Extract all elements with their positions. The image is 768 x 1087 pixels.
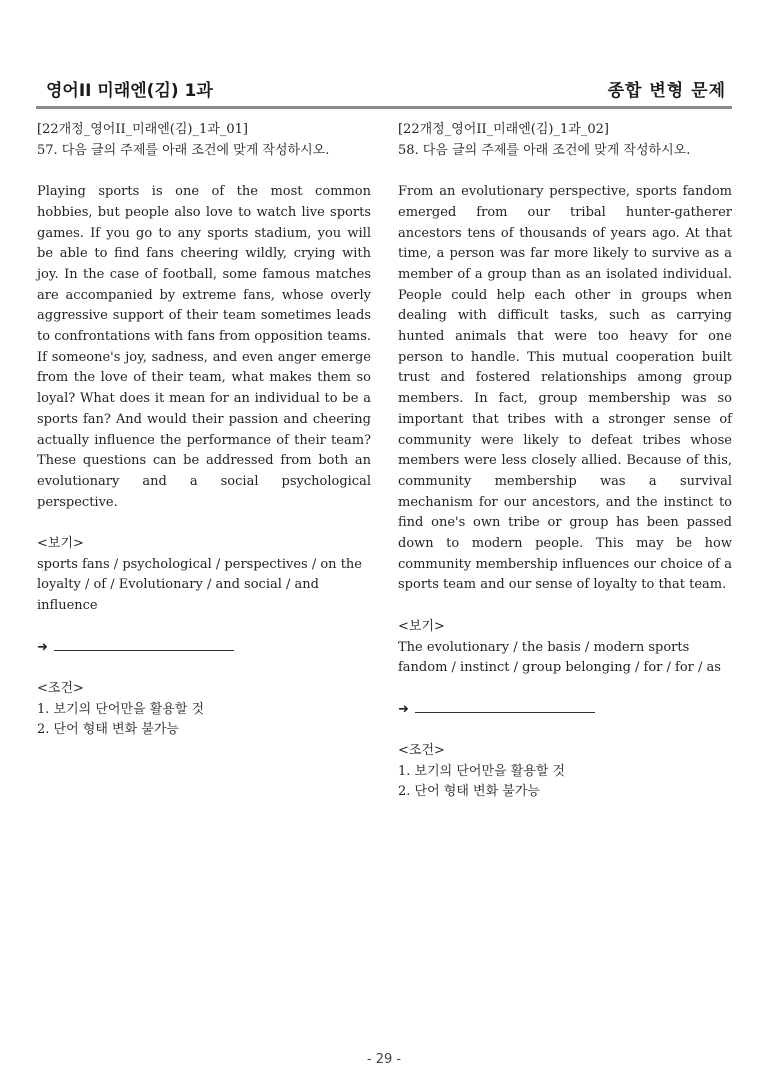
question-code: [22개정_영어II_미래엔(김)_1과_01]: [37, 122, 248, 137]
question-57: [37, 120, 371, 741]
condition-2: 2. 단어 형태 변화 불가능: [37, 722, 179, 738]
header-title: 영어II 미래엔(김) 1과: [46, 81, 213, 101]
question-58: [398, 120, 732, 803]
bogi-words: The evolutionary / the basis / modern sports fandom / instinct / group belonging / for / for / as: [398, 639, 721, 676]
condition-label: <조건>: [398, 743, 445, 759]
answer-blank[interactable]: [54, 640, 234, 651]
bogi-label: <보기>: [37, 536, 84, 552]
condition-1: 1. 보기의 단어만을 활용할 것: [37, 701, 205, 717]
answer-line: [37, 638, 371, 659]
answer-line: [398, 700, 732, 721]
page-number: - 29 -: [366, 1052, 402, 1067]
condition-2: 2. 단어 형태 변화 불가능: [398, 784, 540, 800]
question-prompt: 58. 다음 글의 주제를 아래 조건에 맞게 작성하시오.: [398, 142, 691, 158]
passage-text: Playing sports is one of the most common hobbies, but people also love to watch live sports games. If you go to any sports stadium, you will be able to find fans cheering wildly, crying with joy. In the case of football, some famous matches are accompanied by extreme fans, whose overly aggressive support of their team sometimes leads to confrontations with fans from opposition teams. If someone's joy, sadness, and even anger emerge from the love of their team, what makes them so loyal? What does it mean for an individual to be a sports fan? And would their passion and cheering actually influence the performance of their team? These questions can be addressed from both an evolutionary and a social psychological perspective.: [37, 184, 371, 510]
condition-label: <조건>: [37, 680, 84, 696]
arrow-icon: ➜: [37, 639, 48, 655]
header-section: 종합 변형 문제: [607, 81, 726, 101]
question-prompt: 57. 다음 글의 주제를 아래 조건에 맞게 작성하시오.: [37, 142, 330, 158]
question-code: [22개정_영어II_미래엔(김)_1과_02]: [398, 122, 609, 137]
bogi-words: sports fans / psychological / perspectives / on the loyalty / of / Evolutionary / and social / and influence: [37, 556, 362, 614]
page-header: [36, 68, 732, 109]
arrow-icon: ➜: [398, 701, 409, 717]
answer-blank[interactable]: [415, 702, 595, 713]
condition-1: 1. 보기의 단어만을 활용할 것: [398, 763, 566, 779]
passage-text: From an evolutionary perspective, sports fandom emerged from our tribal hunter-gatherer ancestors tens of thousands of years ago. At that time, a person was far more likely to survive as a member of a group than as an isolated individual. People could help each other in groups when dealing with difficult tasks, such as carrying hunted animals that were too heavy for one person to handle. This mutual cooperation built trust and fostered relationships among group members. In fact, group membership was so important that tribes with a stronger sense of community were likely to defeat tribes whose members were less closely allied. Because of this, community membership was a survival mechanism for our ancestors, and the instinct to find one's own tribe or group has been passed down to modern people. This may be how community membership influences our choice of a sports team and our sense of loyalty to that team.: [398, 184, 732, 593]
bogi-label: <보기>: [398, 618, 445, 634]
